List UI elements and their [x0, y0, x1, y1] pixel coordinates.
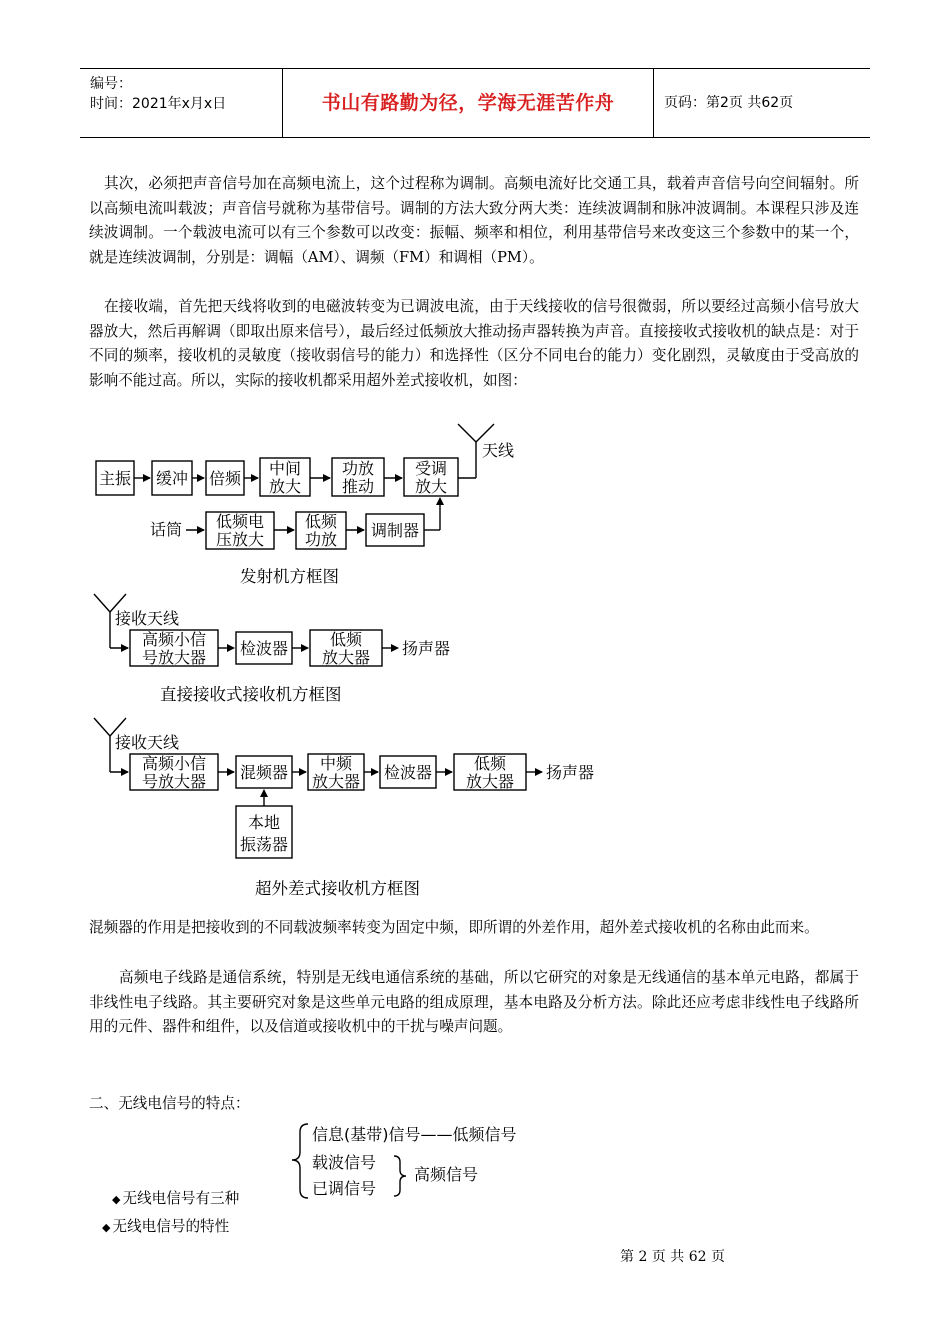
- sh-block-label: 振荡器: [239, 835, 289, 854]
- diamond-bullet-icon: ◆: [102, 1221, 111, 1234]
- tx-block-label: 放大: [414, 477, 448, 496]
- sh-block-label: 检波器: [383, 763, 433, 782]
- sh-block-local-osc: [236, 806, 292, 858]
- tx-block-label: 压放大: [215, 530, 265, 549]
- rx-block-af-amp: [310, 630, 382, 667]
- tx-block-label: 功放: [341, 459, 375, 478]
- header-meta-cell: [80, 69, 283, 137]
- tx-block-power-driver: [332, 458, 384, 496]
- page-footer: 第 2 页 共 62 页: [620, 1249, 725, 1265]
- sh-block-rf-amp: [130, 754, 218, 791]
- tx-block-label: 倍频: [208, 469, 242, 488]
- bullet-text: 无线电信号有三种: [122, 1190, 240, 1207]
- tx-block-label: 低频电: [215, 512, 265, 531]
- sh-block-label: 低频: [473, 754, 507, 773]
- rx-block-label: 放大器: [321, 648, 371, 667]
- sh-block-af-amp: [454, 754, 526, 791]
- signal-baseband: 信息(基带)信号——低频信号: [312, 1125, 517, 1144]
- tx-block-intermediate-amp: [260, 458, 310, 496]
- page-header: [80, 68, 870, 138]
- bullet-item: [102, 1215, 229, 1236]
- sh-block-label: 放大器: [311, 772, 361, 791]
- tx-block-main-osc: [96, 461, 134, 495]
- tx-block-label: 推动: [341, 477, 375, 496]
- tx-block-buffer: [152, 461, 192, 495]
- direct-receiver-caption: 直接接收式接收机方框图: [160, 685, 342, 704]
- tx-block-af-voltage-amp: [206, 512, 274, 549]
- paragraph-mixer: 混频器的作用是把接收到的不同载波频率转变为固定中频，即所谓的外差作用，超外差式接收机的名称由此而来。: [89, 919, 819, 936]
- section-heading: 二、无线电信号的特点：: [89, 1095, 250, 1112]
- signal-hf-group: 高频信号: [414, 1165, 479, 1184]
- tx-block-label: 主振: [98, 469, 132, 488]
- speaker-label: 扬声器: [402, 639, 451, 658]
- serial-label: 编号：: [90, 76, 132, 92]
- sh-block-mixer: [236, 756, 292, 788]
- paragraph-receiving: 在接收端，首先把天线将收到的电磁波转变为已调波电流，由于天线接收的信号很微弱，所以要经过高频小信号放大器放大，然后再解调（即取出原来信号），最后经过低频放大推动扬声器转换为声音。直接接收式接收机的缺点是：对于不同的频率，接收机的灵敏度（接收弱信号的能力）和选择性（区分不同电台的能力）变化剧烈，灵敏度由于受高放的影响不能过高。所以，实际的接收机都采用超外差式接收机，如图：: [89, 298, 859, 389]
- direct-receiver-diagram: [0, 588, 950, 708]
- tx-block-label: 功放: [304, 530, 338, 549]
- left-brace: [292, 1124, 308, 1198]
- sh-block-label: 本地: [247, 813, 281, 832]
- sh-block-label: 高频小信: [141, 754, 207, 773]
- superhet-antenna-label: 接收天线: [115, 733, 180, 752]
- page-info: 页码：第2页 共62页: [664, 95, 794, 111]
- signal-types-diagram: [280, 1114, 600, 1210]
- paragraph-hf-circuits: 高频电子线路是通信系统，特别是无线电通信系统的基础，所以它研究的对象是无线通信的基本单元电路，都属于非线性电子线路。其主要研究对象是这些单元电路的组成原理，基本电路及分析方法。除此还应考虑非线性电子线路所用的元件、器件和组件，以及信道或接收机中的干扰与噪声问题。: [89, 969, 859, 1035]
- mic-label: 话筒: [150, 520, 183, 539]
- diamond-bullet-icon: ◆: [112, 1193, 121, 1206]
- transmitter-diagram: [0, 410, 950, 595]
- rx-block-label: 号放大器: [141, 648, 207, 667]
- antenna-label: 天线: [482, 441, 515, 460]
- sh-block-label: 中频: [319, 754, 353, 773]
- tx-block-label: 缓冲: [155, 469, 189, 488]
- motto: 书山有路勤为径，学海无涯苦作舟: [283, 69, 654, 137]
- rx-block-rf-amp: [130, 630, 218, 667]
- tx-block-label: 放大: [268, 477, 302, 496]
- bullet-text: 无线电信号的特性: [112, 1218, 230, 1235]
- tx-block-label: 调制器: [370, 521, 420, 540]
- sh-block-label: 放大器: [465, 772, 515, 791]
- paragraph-modulation: 其次，必须把声音信号加在高频电流上，这个过程称为调制。高频电流好比交通工具，载着声音信号向空间辐射。所以高频电流叫载波；声音信号就称为基带信号。调制的方法大致分两大类：连续波调制和脉冲波调制。本课程只涉及连续波调制。一个载波电流可以有三个参数可以改变：振幅、频率和相位，利用基带信号来改变这三个参数中的某一个，就是连续波调制，分别是：调幅（AM）、调频（FM）和调相（PM）。: [89, 175, 859, 266]
- rx-antenna-label: 接收天线: [115, 609, 180, 628]
- rx-block-label: 检波器: [239, 639, 289, 658]
- time-label: 时间：2021年x月x日: [90, 96, 227, 112]
- transmitter-caption: 发射机方框图: [240, 567, 339, 586]
- superhet-receiver-diagram: [0, 712, 950, 902]
- right-brace: [394, 1156, 406, 1196]
- tx-block-modulator: [366, 514, 424, 546]
- rx-block-label: 低频: [329, 630, 363, 649]
- tx-block-af-power-amp: [296, 512, 346, 549]
- rx-block-label: 高频小信: [141, 630, 207, 649]
- signal-modulated: 已调信号: [312, 1179, 377, 1198]
- tx-block-label: 低频: [304, 512, 338, 531]
- sh-block-detector: [380, 756, 436, 788]
- rx-block-detector: [236, 632, 292, 664]
- superhet-speaker-label: 扬声器: [546, 763, 595, 782]
- superhet-caption: 超外差式接收机方框图: [255, 879, 420, 898]
- tx-block-label: 受调: [414, 459, 448, 478]
- tx-block-modulated-amp: [404, 458, 458, 496]
- tx-block-multiplier: [206, 461, 244, 495]
- sh-block-if-amp: [308, 754, 364, 791]
- sh-block-label: 混频器: [239, 763, 289, 782]
- sh-block-label: 号放大器: [141, 772, 207, 791]
- antenna-icon: [458, 424, 494, 442]
- tx-block-label: 中间: [268, 459, 302, 478]
- bullet-item: [112, 1187, 239, 1208]
- signal-carrier: 载波信号: [312, 1153, 377, 1172]
